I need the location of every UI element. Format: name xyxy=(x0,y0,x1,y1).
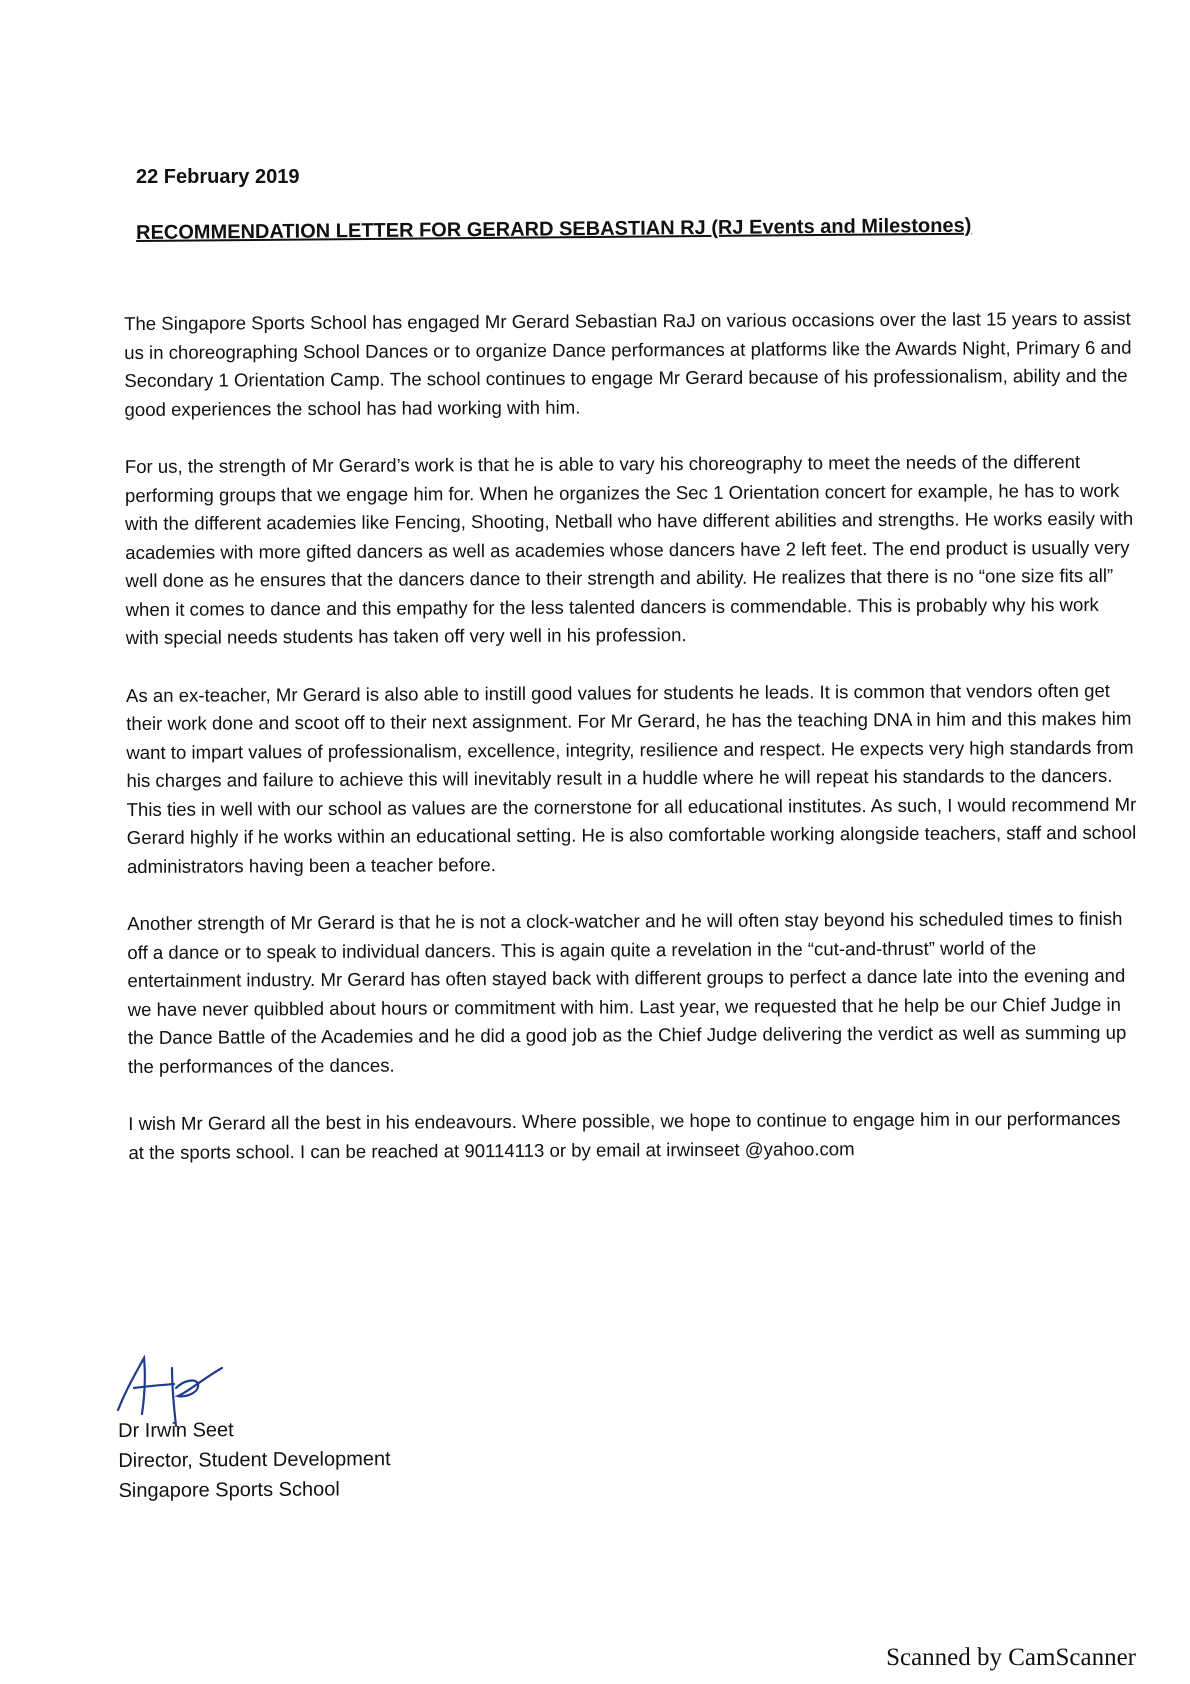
letter-body xyxy=(124,305,1139,1196)
paragraph-values: As an ex-teacher, Mr Gerard is also able to instill good values for students he leads. It is common that vendors often get their work done and scoot off to their next assignment. For Mr Gerard, he has the teaching DNA in him and this makes him want to impart values of professionalism, excellence, integrity, resilience and respect. He expects very high standards from his charges and failure to achieve this will inevitably result in a huddle where he will repeat his standards to the dancers. This ties in well with our school as values are the cornerstone for all educational institutes. As such, I would recommend Mr Gerard highly if he works within an educational setting. He is also comfortable working alongside teachers, staff and school administrators having been a teacher before. xyxy=(125,679,1137,877)
scanner-watermark: Scanned by CamScanner xyxy=(886,1644,1136,1671)
signatory-organization: Singapore Sports School xyxy=(118,1478,340,1502)
paragraph-engagement: The Singapore Sports School has engaged Mr Gerard Sebastian RaJ on various occasions over the last 15 years to assist us in choreographing School Dances or to organize Dance performances at platforms like the Awards Night, Primary 6 and Secondary 1 Orientation Camp. The school continues to engage Mr Gerard because of his professionalism, ability and the good experiences the school has had working with him. xyxy=(124,307,1132,420)
letter-title: RECOMMENDATION LETTER FOR GERARD SEBASTIAN RJ (RJ Events and Milestones) xyxy=(136,214,972,244)
signatory-block xyxy=(118,1414,391,1506)
signatory-position: Director, Student Development xyxy=(118,1448,391,1472)
paragraph-closing: I wish Mr Gerard all the best in his endeavours. Where possible, we hope to continue to engage him in our performances at the sports school. I can be reached at 90114113 or by email at irwinseet @yahoo.com xyxy=(128,1107,1121,1163)
paragraph-choreography-strength: For us, the strength of Mr Gerard’s work is that he is able to vary his choreography to meet the needs of the different performing groups that we engage him for. When he organizes the Sec 1 Orientation concert for example, he has to work with the different academies like Fencing, Shooting, Netball who have different abilities and strengths. He works easily with academies with more gifted dancers as well as academies whose dancers have 2 left feet. The end product is usually very well done as he ensures that the dancers dance to their strength and ability. He realizes that there is no “one size fits all” when it comes to dance and this empathy for the less talented dancers is commendable. This is probably why his work with special needs students has taken off very well in his profession. xyxy=(124,450,1134,648)
paragraph-commitment: Another strength of Mr Gerard is that he is not a clock-watcher and he will often stay beyond his scheduled times to finish off a dance or to speak to individual dancers. This is again quite a revelation in the “cut-and-thrust” world of the entertainment industry. Mr Gerard has often stayed back with different groups to perfect a dance late into the evening and we have never quibbled about hours or commitment with him. Last year, we requested that he help be our Chief Judge in the Dance Battle of the Academies and he did a good job as the Chief Judge delivering the verdict as well as summing up the performances of the dances. xyxy=(127,907,1127,1077)
signatory-name: Dr Irwin Seet xyxy=(118,1419,234,1442)
letter-date: 22 February 2019 xyxy=(136,166,300,188)
